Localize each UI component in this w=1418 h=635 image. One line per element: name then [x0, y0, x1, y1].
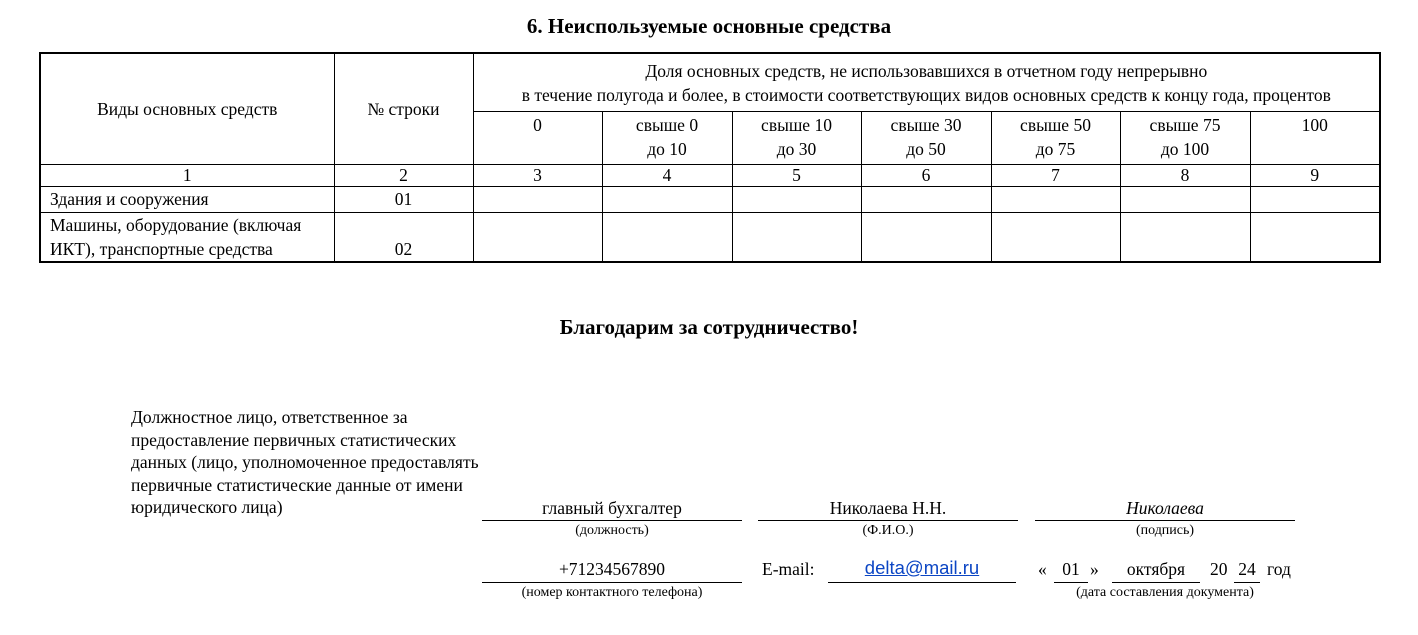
column-number: 7 [991, 165, 1120, 187]
phone-line [482, 582, 742, 583]
date-month-line [1112, 582, 1200, 583]
section-title: 6. Неиспользуемые основные средства [526, 14, 892, 38]
subheader-col3: 0 [473, 112, 602, 165]
date-month: октября [1126, 559, 1186, 579]
value-cell[interactable] [732, 187, 861, 213]
unused-assets-table [39, 52, 1381, 263]
header-share-line1: Доля основных средств, не использовавшихся в отчетном году непрерывно [645, 60, 1208, 81]
position-line [482, 520, 742, 521]
value-cell[interactable] [602, 213, 732, 263]
thanks-text: Благодарим за сотрудничество! [559, 315, 859, 339]
column-number: 2 [334, 165, 473, 187]
column-number: 8 [1120, 165, 1250, 187]
header-share-group [473, 53, 1380, 112]
row-code: 01 [334, 187, 473, 213]
column-number: 1 [40, 165, 334, 187]
date-century: 20 [1210, 559, 1228, 579]
table-row [40, 187, 1380, 213]
email-label: E-mail: [762, 559, 815, 579]
column-number: 6 [861, 165, 991, 187]
date-year-line [1234, 582, 1260, 583]
value-cell[interactable] [1250, 213, 1380, 263]
column-number: 4 [602, 165, 732, 187]
subheader-col6: свыше 30 до 50 [861, 112, 991, 165]
signature-line [1035, 520, 1295, 521]
value-cell[interactable] [861, 187, 991, 213]
phone-caption: (номер контактного телефона) [521, 585, 703, 600]
date-day-line [1054, 582, 1088, 583]
header-row-number: № строки [334, 53, 473, 165]
date-suffix: год [1267, 559, 1291, 579]
email-link[interactable]: delta@mail.ru [864, 557, 980, 578]
value-cell[interactable] [473, 213, 602, 263]
value-cell[interactable] [991, 187, 1120, 213]
position-value: главный бухгалтер [542, 498, 682, 518]
value-cell[interactable] [732, 213, 861, 263]
row-name: Машины, оборудование (включая ИКТ), транспортные средства [40, 213, 334, 263]
subheader-col5: свыше 10 до 30 [732, 112, 861, 165]
column-number: 9 [1250, 165, 1380, 187]
header-share-line2: в течение полугода и более, в стоимости соответствующих видов основных средств к концу года, процентов [521, 84, 1331, 105]
fio-line [758, 520, 1018, 521]
subheader-col4: свыше 0 до 10 [602, 112, 732, 165]
value-cell[interactable] [473, 187, 602, 213]
fio-caption: (Ф.И.О.) [862, 523, 914, 538]
subheader-col9: 100 [1250, 112, 1380, 165]
official-label: Должностное лицо, ответственное за предоставление первичных статистических данных (лицо, уполномоченное предоставлять первичные статистические данные от имени юридического лица) [131, 407, 479, 517]
fio-value: Николаева Н.Н. [829, 498, 947, 518]
value-cell[interactable] [1250, 187, 1380, 213]
subheader-col7: свыше 50 до 75 [991, 112, 1120, 165]
email-line [828, 582, 1016, 583]
value-cell[interactable] [991, 213, 1120, 263]
column-number: 5 [732, 165, 861, 187]
date-year: 24 [1238, 559, 1256, 579]
value-cell[interactable] [1120, 187, 1250, 213]
subheader-col8: свыше 75 до 100 [1120, 112, 1250, 165]
value-cell[interactable] [1120, 213, 1250, 263]
table-row [40, 213, 1380, 263]
header-kind: Виды основных средств [40, 53, 334, 165]
date-open-quote: « [1038, 559, 1047, 579]
value-cell[interactable] [602, 187, 732, 213]
column-number: 3 [473, 165, 602, 187]
date-caption: (дата составления документа) [1076, 585, 1254, 600]
value-cell[interactable] [861, 213, 991, 263]
phone-value: +71234567890 [558, 559, 666, 579]
signature-caption: (подпись) [1135, 523, 1195, 538]
signature-value: Николаева [1126, 498, 1204, 518]
date-day: 01 [1062, 559, 1080, 579]
row-code: 02 [334, 213, 473, 263]
date-close-quote: » [1090, 559, 1099, 579]
position-caption: (должность) [575, 523, 649, 538]
row-name: Здания и сооружения [40, 187, 334, 213]
